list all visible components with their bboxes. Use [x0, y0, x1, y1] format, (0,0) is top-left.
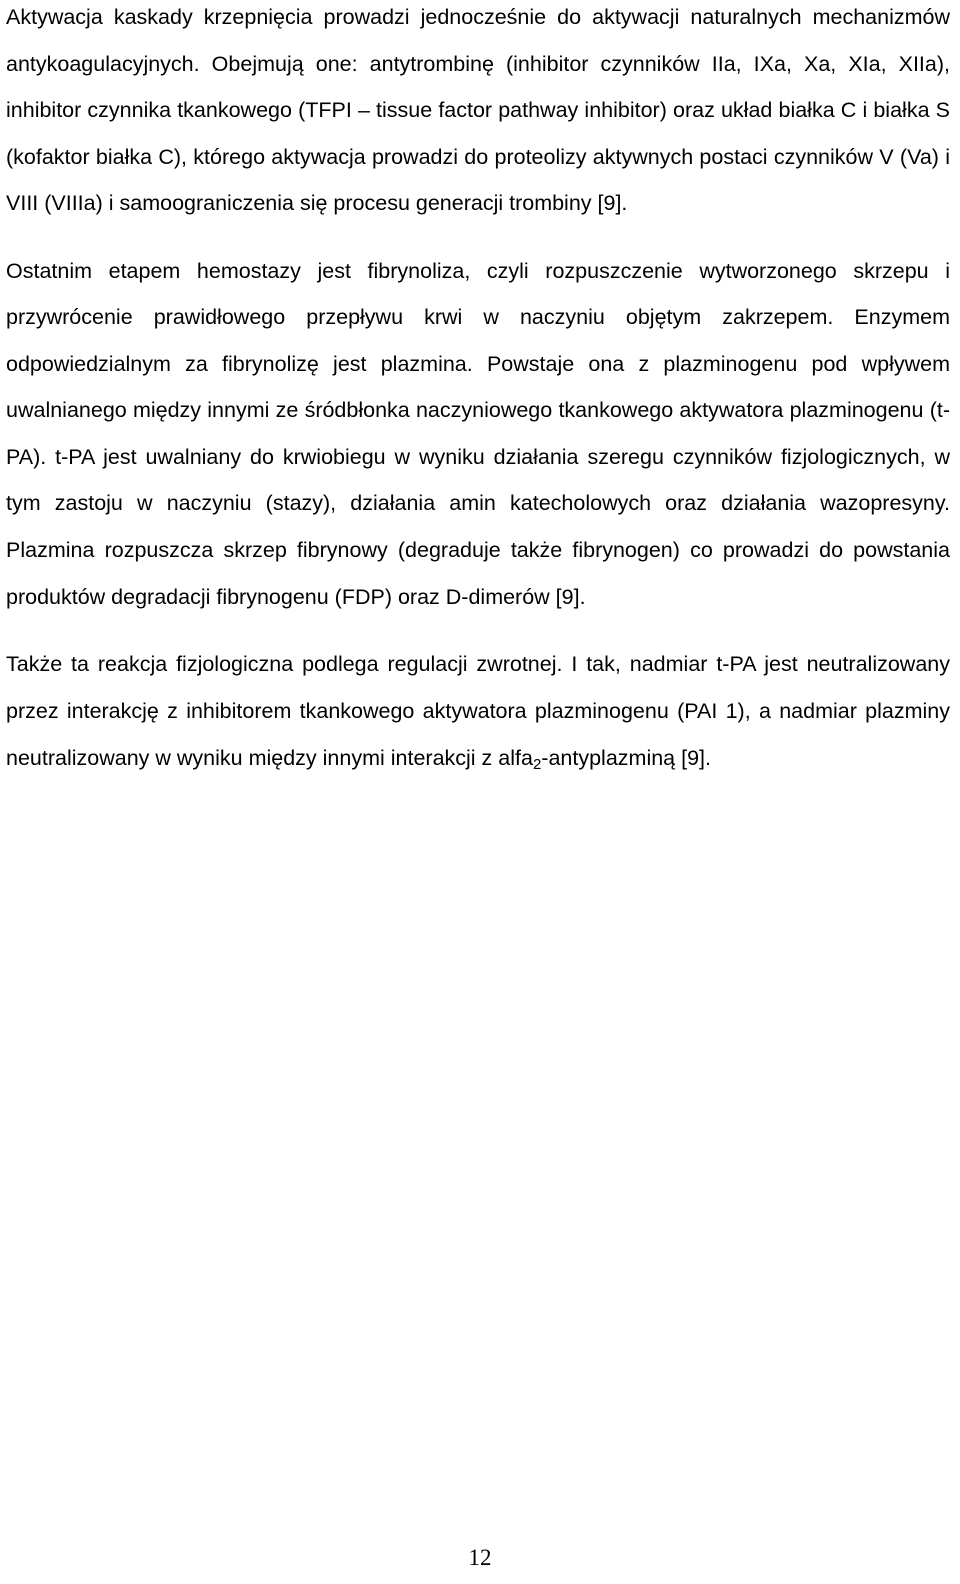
- page-number: 12: [468, 1545, 492, 1570]
- paragraph-feedback-regulation: [6, 641, 950, 782]
- paragraph-feedback-text: Także ta reakcja fizjologiczna podlega regulacji zwrotnej. I tak, nadmiar t-PA jest neutralizowany przez interakcję z inhibitorem tkankowego aktywatora plazminogenu (PAI 1), a nadmiar plazminy neutralizowany w wyniku między innymi interakcji z alfa: [6, 652, 950, 771]
- paragraph-feedback-text-end: -antyplazminą [9].: [541, 746, 711, 771]
- subscript-two: 2: [532, 756, 542, 774]
- paragraph-fibrinolysis: Ostatnim etapem hemostazy jest fibrynoliza, czyli rozpuszczenie wytworzonego skrzepu i przywrócenie prawidłowego przepływu krwi w naczyniu objętym zakrzepem. Enzymem odpowiedzialnym za fibrynolizę jest plazmina. Powstaje ona z plazminogenu pod wpływem uwalnianego między innymi ze śródbłonka naczyniowego tkankowego aktywatora plazminogenu (t-PA). t-PA jest uwalniany do krwiobiegu w wyniku działania szeregu czynników fizjologicznych, w tym zastoju w naczyniu (stazy), działania amin katecholowych oraz działania wazopresyny. Plazmina rozpuszcza skrzep fibrynowy (degraduje także fibrynogen) co prowadzi do powstania produktów degradacji fibrynogenu (FDP) oraz D-dimerów [9].: [6, 258, 950, 609]
- paragraph-anticoagulation: Aktywacja kaskady krzepnięcia prowadzi jednocześnie do aktywacji naturalnych mechanizmów antykoagulacyjnych. Obejmują one: antytrombinę (inhibitor czynników IIa, IXa, Xa, XIa, XIIa), inhibitor czynnika tkankowego (TFPI – tissue factor pathway inhibitor) oraz układ białka C i białka S (kofaktor białka C), którego aktywacja prowadzi do proteolizy aktywnych postaci czynników V (Va) i VIII (VIIIa) i samoograniczenia się procesu generacji trombiny [9].: [6, 5, 950, 215]
- document-body: [6, 0, 950, 782]
